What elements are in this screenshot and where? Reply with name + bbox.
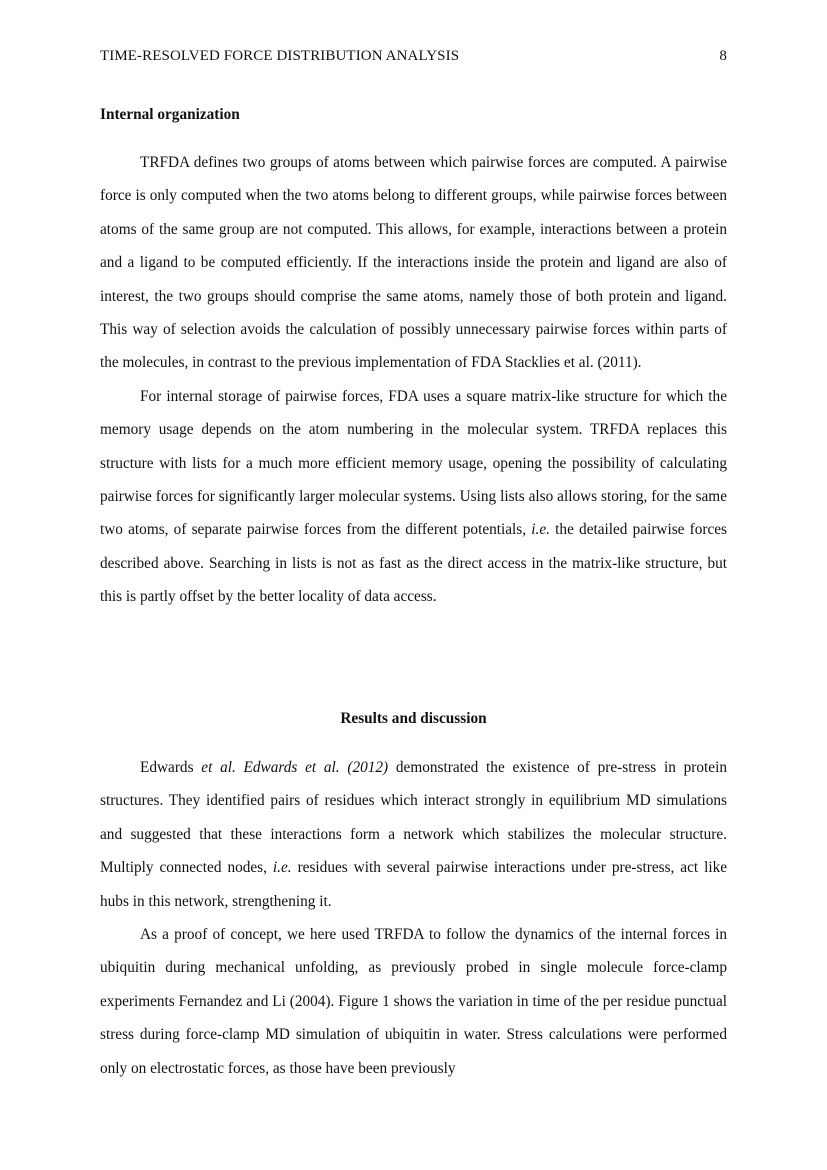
section-body-results bbox=[100, 751, 727, 1085]
paragraph-text: residues with several pairwise interactions under pre-stress, act like hubs in this network, strengthening it. bbox=[100, 859, 728, 910]
paragraph-text: demonstrated the existence of pre-stress in protein structures. They identified pairs of residues which interact strongly in equilibrium MD simulations and suggested that these interactions form a network which stabilizes the molecular structure. Multiply connected nodes, bbox=[100, 759, 727, 877]
section-body-internal-organization bbox=[100, 146, 727, 614]
paragraph: TRFDA defines two groups of atoms between which pairwise forces are computed. A pairwise force is only computed when the two atoms belong to different groups, while pairwise forces between atoms of the same group are not computed. This allows, for example, interactions between a protein and a ligand to be computed efficiently. If the interactions inside the protein and ligand are also of interest, the two groups should comprise the same atoms, namely those of both protein and ligand. This way of selection avoids the calculation of possibly unnecessary pairwise forces within parts of the molecules, in contrast to the previous implementation of FDA Stacklies et al. (2011). bbox=[100, 154, 727, 372]
section-heading-results-and-discussion: Results and discussion bbox=[340, 710, 487, 727]
paragraph bbox=[100, 380, 727, 614]
paragraph bbox=[100, 751, 727, 918]
paragraph-text: the detailed pairwise forces described above. Searching in lists is not as fast as the direct access in the matrix-like structure, but this is partly offset by the better locality of data access. bbox=[100, 521, 728, 606]
paragraph-text: For internal storage of pairwise forces, FDA uses a square matrix-like structure for which the memory usage depends on the atom numbering in the molecular system. TRFDA replaces this structure with lists for a much more efficient memory usage, opening the possibility of calculating pairwise forces for significantly larger molecular systems. Using lists also allows storing, for the same two atoms, of separate pairwise forces from the different potentials, bbox=[100, 387, 727, 539]
section-heading-internal-organization: Internal organization bbox=[100, 106, 240, 123]
italic-abbrev: i.e. bbox=[531, 521, 550, 539]
paragraph: As a proof of concept, we here used TRFDA to follow the dynamics of the internal forces in ubiquitin during mechanical unfolding, as previously probed in single molecule force-clamp experiments Fernandez and Li (2004). Figure 1 shows the variation in time of the per residue punctual stress during force-clamp MD simulation of ubiquitin in water. Stress calculations were performed only on electrostatic forces, as those have been previously bbox=[100, 926, 727, 1077]
italic-abbrev: i.e. bbox=[272, 859, 292, 877]
italic-citation: et al. Edwards et al. (2012) bbox=[201, 759, 389, 776]
page-number: 8 bbox=[719, 48, 727, 64]
running-title: TIME-RESOLVED FORCE DISTRIBUTION ANALYSIS bbox=[100, 48, 460, 64]
running-head bbox=[100, 48, 727, 65]
paragraph-text: Edwards bbox=[140, 759, 194, 776]
